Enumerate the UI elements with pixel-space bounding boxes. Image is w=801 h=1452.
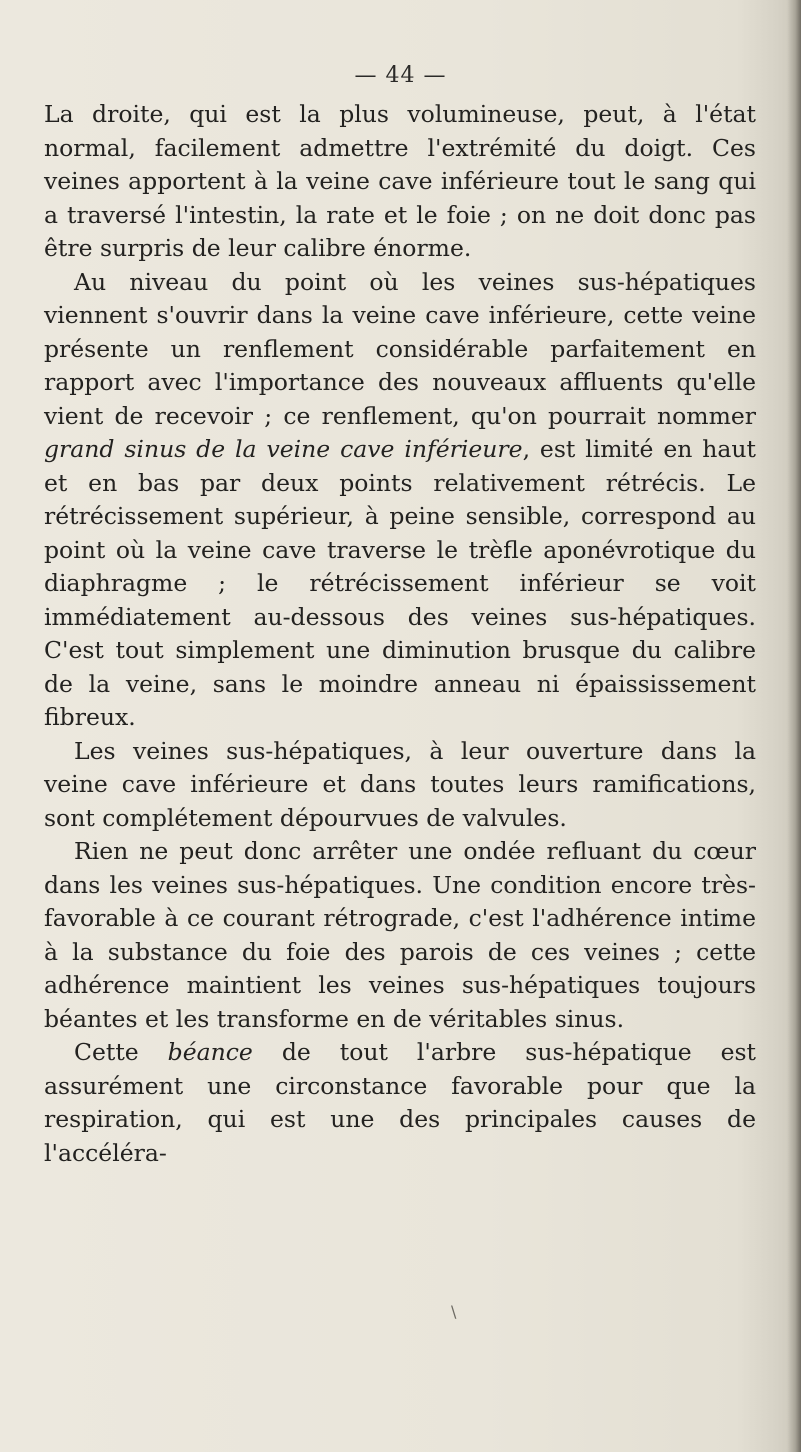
text-run: de tout l'arbre sus-hépatique est assurément une circonstance favorable pour que la respiration, qui est une des principales causes de l'accéléra- xyxy=(44,1038,757,1167)
text-run: Les veines sus-hépatiques, à leur ouverture dans la veine cave inférieure et dans toutes leurs ramifications, sont complétement dépourvues de valvules. xyxy=(44,736,756,832)
paragraph xyxy=(44,835,756,1036)
text-run: Rien ne peut donc arrêter une ondée refluant du cœur dans les veines sus-hépatiques. Une condition encore très-favorable à ce courant rétrograde, c'est l'adhérence intime à la substance du foie des parois de ces veines ; cette adhérence maintient les veines sus-hépatiques toujours béantes et les transforme en de véritables sinus. xyxy=(44,837,756,1033)
text-run: Au niveau du point où les veines sus-hépatiques viennent s'ouvrir dans la veine cave inférieure, cette veine présente un renflement considérable parfaitement en rapport avec l'importance des nouveaux affluents qu'elle vient de recevoir ; ce renflement, qu'on pourrait nommer xyxy=(44,267,756,430)
paragraph xyxy=(44,98,756,266)
page-gutter-shadow xyxy=(787,0,801,1452)
paragraph xyxy=(44,266,756,735)
text-run: Cette xyxy=(74,1038,168,1066)
ink-speck: \ xyxy=(451,1302,457,1321)
text-run: La droite, qui est la plus volumineuse, peut, à l'état normal, facilement admettre l'extrémité du doigt. Ces veines apportent à la veine cave inférieure tout le sang qui a traversé l'intestin, la rate et le foie ; on ne doit donc pas être surpris de leur calibre énorme. xyxy=(44,100,756,262)
body-text xyxy=(44,98,756,1170)
page-number: — 44 — xyxy=(354,63,447,88)
paragraph xyxy=(44,735,756,836)
italic-term: béance xyxy=(167,1038,253,1066)
italic-term: grand sinus de la veine cave inférieure xyxy=(44,435,523,463)
paragraph xyxy=(44,1036,756,1170)
text-run: , est limité en haut et en bas par deux points relativement rétrécis. Le rétrécissement supérieur, à peine sensible, correspond au point où la veine cave traverse le trèfle aponévrotique du diaphragme ; le rétrécissement inférieur se voit immédiatement au-dessous des veines sus-hépatiques. C'est tout simplement une diminution brusque du calibre de la veine, sans le moindre anneau ni épaississement fibreux. xyxy=(44,435,757,731)
